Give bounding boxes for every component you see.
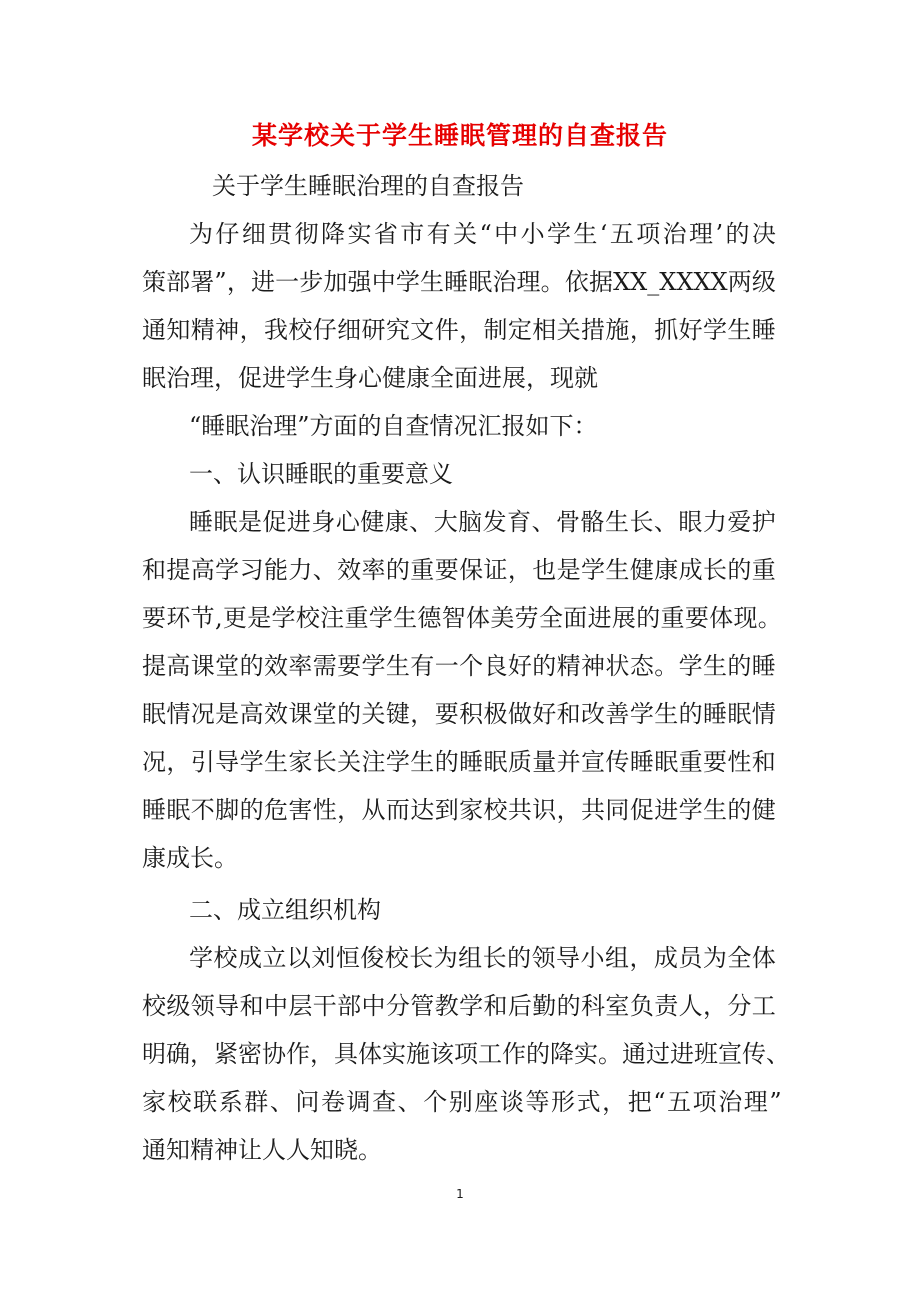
subtitle-line: 关于学生睡眠治理的自查报告 — [212, 172, 524, 200]
body-line: 通 知 精 神 ， 我 校 仔 细 研 究 文 件 ， 制 定 相 关 措 施 ， 抓 好 学 生 睡 — [142, 316, 776, 344]
body-line: 和 提 高 学 习 能 力 、 效 率 的 重 要 保 证 ， 也 是 学 生 健 康 成 长 的 重 — [142, 556, 776, 584]
body-line: 提 高 课 堂 的 效 率 需 要 学 生 有 一 个 良 好 的 精 神 状 态 。 学 生 的 睡 — [142, 652, 776, 680]
body-line: 策 部 署 ” ， 进 一 步 加 强 中 学 生 睡 眠 治 理 。 依 据 XX_XXXX 两 级 — [142, 268, 776, 296]
body-line: 眠治理，促进学生身心健康全面进展，现就 — [142, 364, 598, 392]
body-line: 为 仔 细 贯 彻 降 实 省 市 有 关 “ 中 小 学 生 ‘ 五 项 治 理 ’ 的 决 — [189, 220, 776, 248]
body-line: 校 级 领 导 和 中 层 干 部 中 分 管 教 学 和 后 勤 的 科 室 负 责 人 ， 分 工 — [142, 992, 776, 1020]
body-line: 睡 眠 不 脚 的 危 害 性 ， 从 而 达 到 家 校 共 识 ， 共 同 促 进 学 生 的 健 — [142, 796, 776, 824]
body-line: 况 ， 引 导 学 生 家 长 关 注 学 生 的 睡 眠 质 量 并 宣 传 睡 眠 重 要 性 和 — [142, 748, 776, 776]
section-heading-2: 二、成立组织机构 — [189, 896, 381, 924]
body-line: 明 确 ， 紧 密 协 作 ， 具 体 实 施 该 项 工 作 的 降 实 。 通 过 进 班 宣 传 、 — [142, 1040, 790, 1068]
document-title: 某学校关于学生睡眠管理的自查报告 — [251, 121, 668, 150]
body-line: 家 校 联 系 群 、 问 卷 调 查 、 个 别 座 谈 等 形 式 ， 把 “ 五 项 治 理 ” — [142, 1088, 782, 1116]
body-line: 康成长。 — [142, 844, 238, 872]
body-line: 通知精神让人人知晓。 — [142, 1136, 382, 1164]
body-line: 要 环 节 , 更 是 学 校 注 重 学 生 德 智 体 美 劳 全 面 进 展 的 重 要 体 现 。 — [142, 604, 782, 632]
body-line: 眠 情 况 是 高 效 课 堂 的 关 键 ， 要 积 极 做 好 和 改 善 学 生 的 睡 眠 情 — [142, 700, 776, 728]
body-line: 睡 眠 是 促 进 身 心 健 康 、 大 脑 发 育 、 骨 骼 生 长 、 眼 力 爱 护 — [189, 508, 776, 536]
page-number: 1 — [456, 1187, 464, 1201]
section-heading-1: 一、认识睡眠的重要意义 — [189, 460, 453, 488]
body-line: 学 校 成 立 以 刘 恒 俊 校 长 为 组 长 的 领 导 小 组 ， 成 员 为 全 体 — [189, 944, 776, 972]
body-line: “睡眠治理”方面的自查情况汇报如下： — [189, 412, 598, 440]
